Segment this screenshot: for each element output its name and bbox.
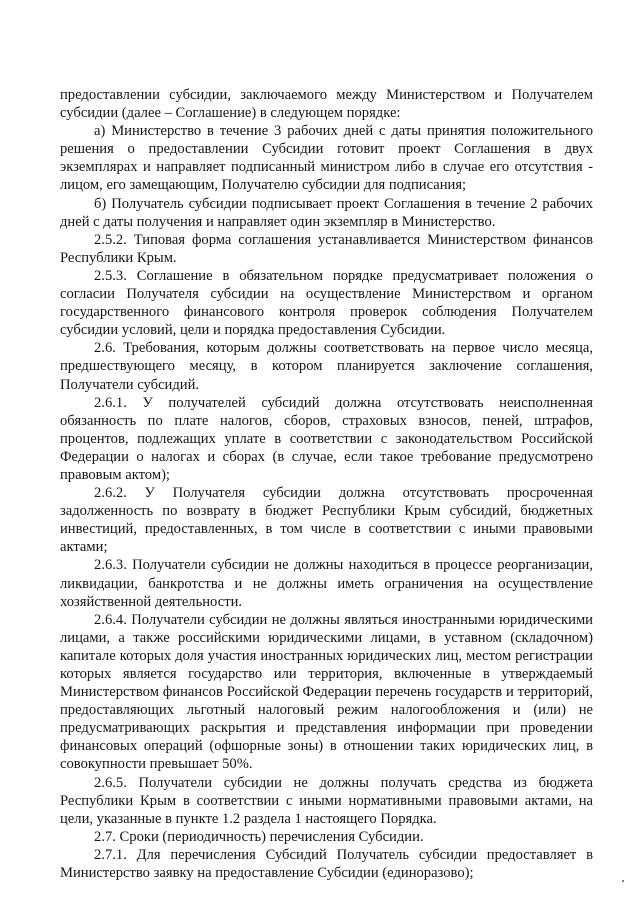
paragraph-2-7: 2.7. Сроки (периодичность) перечисления Субсидии.: [94, 828, 424, 845]
paragraph-2-6-2: 2.6.2. У Получателя субсидии должна отсутствовать просроченная задолженность по возврату в бюджет Республики Крым субсидий, бюджетных инвестиций, предоставленных, в том числе в соответствии с иными правовыми актами;: [60, 485, 593, 556]
paragraph-item-b: б) Получатель субсидии подписывает проект Соглашения в течение 2 рабочих дней с даты получения и направляет один экземпляр в Министерство.: [60, 195, 593, 230]
paragraph-2-6-5: 2.6.5. Получатели субсидии не должны получать средства из бюджета Республики Крым в соответствии с иными нормативными правовыми актами, на цели, указанные в пункте 1.2 раздела 1 настоящего Порядка.: [60, 774, 593, 827]
paragraph-continuation: предоставлении субсидии, заключаемого между Министерством и Получателем субсидии (далее – Соглашение) в следующем порядке:: [60, 87, 593, 122]
paragraph-2-6-4: 2.6.4. Получатели субсидии не должны являться иностранными юридическими лицами, а также российскими юридическими лицами, в уставном (складочном) капитале которых доля участия иностранных юридических лиц, местом регистрации которых является государство или территория, включенные в утверждаемый Министерством финансов Российской Федерации перечень государств и территорий, предоставляющих льготный налоговый режим налогообложения и (или) не предусматривающих раскрытия и представления информации при проведении финансовых операций (офшорные зоны) в отношении таких юридических лиц, в совокупности превышает 50%.: [60, 611, 593, 773]
paragraph-2-5-3: 2.5.3. Соглашение в обязательном порядке предусматривает положения о согласии Получателя субсидии на осуществление Министерством и органом государственного финансового контроля проверок соблюдения Получателем субсидии условий, цели и порядка предоставления Субсидии.: [60, 267, 593, 339]
document-page: [60, 86, 593, 882]
paragraph-2-5-2: 2.5.2. Типовая форма соглашения устанавливается Министерством финансов Республики Крым.: [60, 231, 593, 266]
paragraph-2-6-3: 2.6.3. Получатели субсидии не должны находиться в процессе реорганизации, ликвидации, банкротства и не должны иметь ограничения на осуществление хозяйственной деятельности.: [60, 557, 593, 610]
paragraph-item-a: а) Министерство в течение 3 рабочих дней с даты принятия положительного решения о предоставлении Субсидии готовит проект Соглашения в двух экземплярах и направляет подписанный министром либо в случае его отсутствия - лицом, его замещающим, Получателю субсидии для подписания;: [60, 123, 593, 194]
paragraph-2-7-1: 2.7.1. Для перечисления Субсидий Получатель субсидии предоставляет в Министерство заявку на предоставление Субсидии (единоразово);: [60, 846, 593, 882]
paragraph-2-6-1: 2.6.1. У получателей субсидий должна отсутствовать неисполненная обязанность по плате налогов, сборов, страховых взносов, пеней, штрафов, процентов, подлежащих уплате в соответствии с законодательством Российской Федерации о налогах и сборах (в случае, если такое требование предусмотрено правовым актом);: [60, 394, 593, 483]
paragraph-2-6: 2.6. Требования, которым должны соответствовать на первое число месяца, предшествующего месяцу, в котором планируется заключение соглашения, Получатели субсидий.: [60, 340, 593, 393]
scan-speck: [622, 880, 624, 882]
